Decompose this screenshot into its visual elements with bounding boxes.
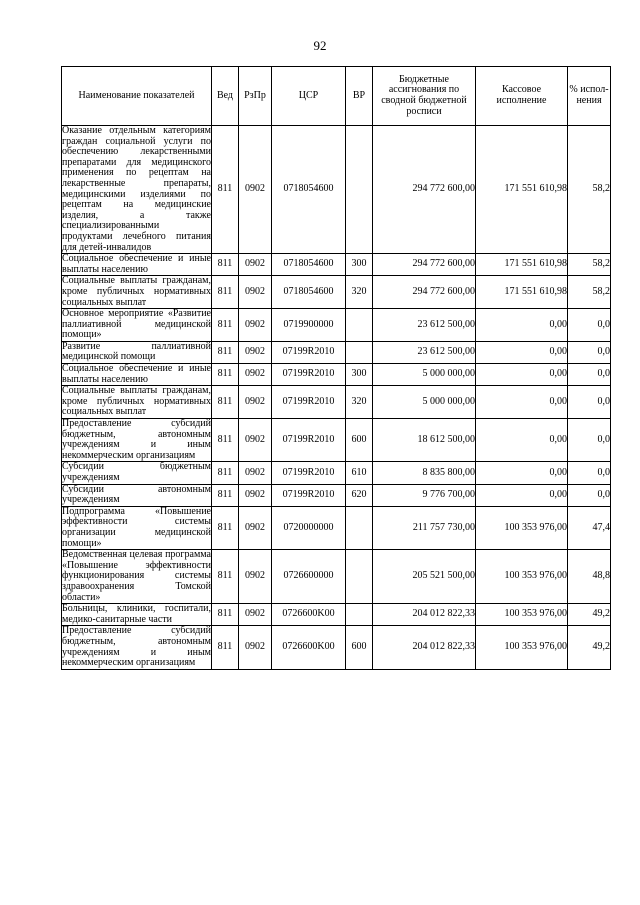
page-number: 92 — [313, 38, 327, 53]
cell-ved: 811 — [212, 254, 239, 276]
cell-budget: 9 776 700,00 — [373, 484, 476, 506]
cell-vr — [346, 341, 373, 363]
cell-ved: 811 — [212, 506, 239, 549]
cell-csr: 07199R2010 — [272, 341, 346, 363]
cell-budget: 294 772 600,00 — [373, 126, 476, 254]
table-row — [62, 309, 611, 342]
cell-vr — [346, 550, 373, 604]
cell-cash: 100 353 976,00 — [476, 604, 568, 626]
cell-name: Социальное обеспечение и иные выплаты населению — [62, 363, 211, 385]
cell-ved: 811 — [212, 550, 239, 604]
cell-pct: 0,0 — [568, 364, 611, 386]
cell-cash: 0,00 — [476, 419, 568, 462]
cell-budget: 23 612 500,00 — [373, 341, 476, 363]
cell-cash: 171 551 610,98 — [476, 276, 568, 309]
cell-rzpr: 0902 — [239, 276, 272, 309]
cell-rzpr: 0902 — [239, 386, 272, 419]
cell-ved: 811 — [212, 626, 239, 669]
header-name: Наименование показателей — [62, 67, 212, 126]
cell-name: Субсидии автономным учреждениям — [62, 483, 211, 506]
cell-pct: 58,2 — [568, 254, 611, 276]
cell-name: Социальное обеспечение и иные выплаты населению — [62, 253, 211, 275]
cell-pct: 0,0 — [568, 341, 611, 363]
cell-vr: 300 — [346, 254, 373, 276]
cell-vr: 620 — [346, 484, 373, 506]
cell-csr: 0726600K00 — [272, 626, 346, 669]
table-row — [62, 484, 611, 506]
cell-budget: 23 612 500,00 — [373, 309, 476, 342]
cell-name: Субсидии бюджетным учреждениям — [62, 461, 211, 483]
header-pct: % испол-нения — [568, 67, 611, 126]
cell-vr — [346, 126, 373, 254]
cell-budget: 204 012 822,33 — [373, 626, 476, 669]
cell-csr: 07199R2010 — [272, 386, 346, 419]
cell-csr: 07199R2010 — [272, 364, 346, 386]
cell-ved: 811 — [212, 419, 239, 462]
cell-pct: 0,0 — [568, 484, 611, 506]
cell-rzpr: 0902 — [239, 506, 272, 549]
cell-pct: 0,0 — [568, 309, 611, 342]
table-row — [62, 626, 611, 669]
cell-csr: 07199R2010 — [272, 462, 346, 484]
cell-csr: 07199R2010 — [272, 484, 346, 506]
budget-execution-table — [61, 66, 611, 670]
cell-pct: 49,2 — [568, 626, 611, 669]
header-vr: ВР — [346, 67, 373, 126]
cell-rzpr: 0902 — [239, 462, 272, 484]
header-csr: ЦСР — [272, 67, 346, 126]
cell-cash: 0,00 — [476, 309, 568, 342]
cell-cash: 171 551 610,98 — [476, 126, 568, 254]
cell-pct: 48,8 — [568, 550, 611, 604]
cell-rzpr: 0902 — [239, 309, 272, 342]
cell-name: Ведомственная целевая программа «Повышение эффективности функционирования системы здравоохранения Томской области» — [62, 549, 211, 603]
cell-csr: 07199R2010 — [272, 419, 346, 462]
cell-name: Предоставление субсидий бюджетным, автономным учреждениям и иным некоммерческим организациям — [62, 418, 211, 461]
table-row — [62, 254, 611, 276]
cell-vr: 600 — [346, 626, 373, 669]
table-row — [62, 506, 611, 549]
cell-csr: 0718054600 — [272, 276, 346, 309]
cell-csr: 0726600K00 — [272, 604, 346, 626]
cell-name: Развитие паллиативной медицинской помощи — [62, 340, 211, 363]
cell-cash: 0,00 — [476, 386, 568, 419]
cell-csr: 0718054600 — [272, 126, 346, 254]
cell-cash: 100 353 976,00 — [476, 626, 568, 669]
cell-budget: 205 521 500,00 — [373, 550, 476, 604]
header-ved: Вед — [212, 67, 239, 126]
cell-vr: 610 — [346, 462, 373, 484]
cell-pct: 47,4 — [568, 506, 611, 549]
cell-cash: 0,00 — [476, 462, 568, 484]
cell-cash: 0,00 — [476, 341, 568, 363]
cell-budget: 5 000 000,00 — [373, 386, 476, 419]
cell-ved: 811 — [212, 364, 239, 386]
cell-name: Подпрограмма «Повышение эффективности системы организации медицинской помощи» — [62, 505, 211, 549]
cell-rzpr: 0902 — [239, 254, 272, 276]
header-cash: Кассовое исполнение — [476, 67, 568, 126]
table-row — [62, 419, 611, 462]
cell-ved: 811 — [212, 484, 239, 506]
cell-ved: 811 — [212, 386, 239, 419]
cell-cash: 0,00 — [476, 364, 568, 386]
cell-budget: 5 000 000,00 — [373, 364, 476, 386]
cell-rzpr: 0902 — [239, 626, 272, 669]
cell-budget: 18 612 500,00 — [373, 419, 476, 462]
cell-budget: 8 835 800,00 — [373, 462, 476, 484]
cell-rzpr: 0902 — [239, 419, 272, 462]
header-rzpr: РзПр — [239, 67, 272, 126]
table-row — [62, 386, 611, 419]
cell-budget: 204 012 822,33 — [373, 604, 476, 626]
table-row — [62, 462, 611, 484]
cell-cash: 0,00 — [476, 484, 568, 506]
cell-budget: 211 757 730,00 — [373, 506, 476, 549]
cell-pct: 0,0 — [568, 386, 611, 419]
cell-budget: 294 772 600,00 — [373, 254, 476, 276]
cell-pct: 49,2 — [568, 604, 611, 626]
table-row — [62, 364, 611, 386]
cell-vr — [346, 604, 373, 626]
cell-csr: 0726600000 — [272, 550, 346, 604]
cell-vr: 600 — [346, 419, 373, 462]
cell-rzpr: 0902 — [239, 126, 272, 254]
cell-csr: 0719900000 — [272, 309, 346, 342]
cell-vr: 320 — [346, 276, 373, 309]
cell-vr: 320 — [346, 386, 373, 419]
cell-cash: 171 551 610,98 — [476, 254, 568, 276]
cell-vr: 300 — [346, 364, 373, 386]
cell-csr: 0720000000 — [272, 506, 346, 549]
cell-pct: 58,2 — [568, 126, 611, 254]
cell-vr — [346, 309, 373, 342]
table-row — [62, 550, 611, 604]
cell-vr — [346, 506, 373, 549]
cell-rzpr: 0902 — [239, 341, 272, 363]
cell-pct: 58,2 — [568, 276, 611, 309]
table-row — [62, 276, 611, 309]
cell-pct: 0,0 — [568, 462, 611, 484]
cell-name: Больницы, клиники, госпитали, медико-санитарные части — [62, 603, 211, 625]
cell-rzpr: 0902 — [239, 604, 272, 626]
cell-cash: 100 353 976,00 — [476, 550, 568, 604]
cell-rzpr: 0902 — [239, 484, 272, 506]
cell-budget: 294 772 600,00 — [373, 276, 476, 309]
cell-name: Социальные выплаты гражданам, кроме публичных нормативных социальных выплат — [62, 385, 211, 418]
cell-pct: 0,0 — [568, 419, 611, 462]
cell-ved: 811 — [212, 276, 239, 309]
cell-csr: 0718054600 — [272, 254, 346, 276]
cell-ved: 811 — [212, 604, 239, 626]
cell-name: Оказание отдельным категориям граждан социальной услуги по обеспечению лекарственными препаратами для медицинского применения по рецептам на лекарственные препараты, медицинскими изделиями по рецептам на медицинские изделия, а также специализированными продуктами лечебного питания для детей-инвалидов — [62, 125, 211, 253]
cell-cash: 100 353 976,00 — [476, 506, 568, 549]
cell-ved: 811 — [212, 341, 239, 363]
cell-name: Основное мероприятие «Развитие паллиативной медицинской помощи» — [62, 308, 211, 341]
cell-rzpr: 0902 — [239, 364, 272, 386]
cell-ved: 811 — [212, 462, 239, 484]
cell-ved: 811 — [212, 126, 239, 254]
cell-rzpr: 0902 — [239, 550, 272, 604]
table-row — [62, 126, 611, 254]
table-row — [62, 604, 611, 626]
cell-name: Социальные выплаты гражданам, кроме публичных нормативных социальных выплат — [62, 275, 211, 308]
header-budget: Бюджетные ассигнования по сводной бюджетной росписи — [373, 67, 476, 126]
cell-name: Предоставление субсидий бюджетным, автономным учреждениям и иным некоммерческим организациям — [62, 625, 211, 669]
table-header-row — [62, 67, 611, 126]
cell-ved: 811 — [212, 309, 239, 342]
table-row — [62, 341, 611, 363]
